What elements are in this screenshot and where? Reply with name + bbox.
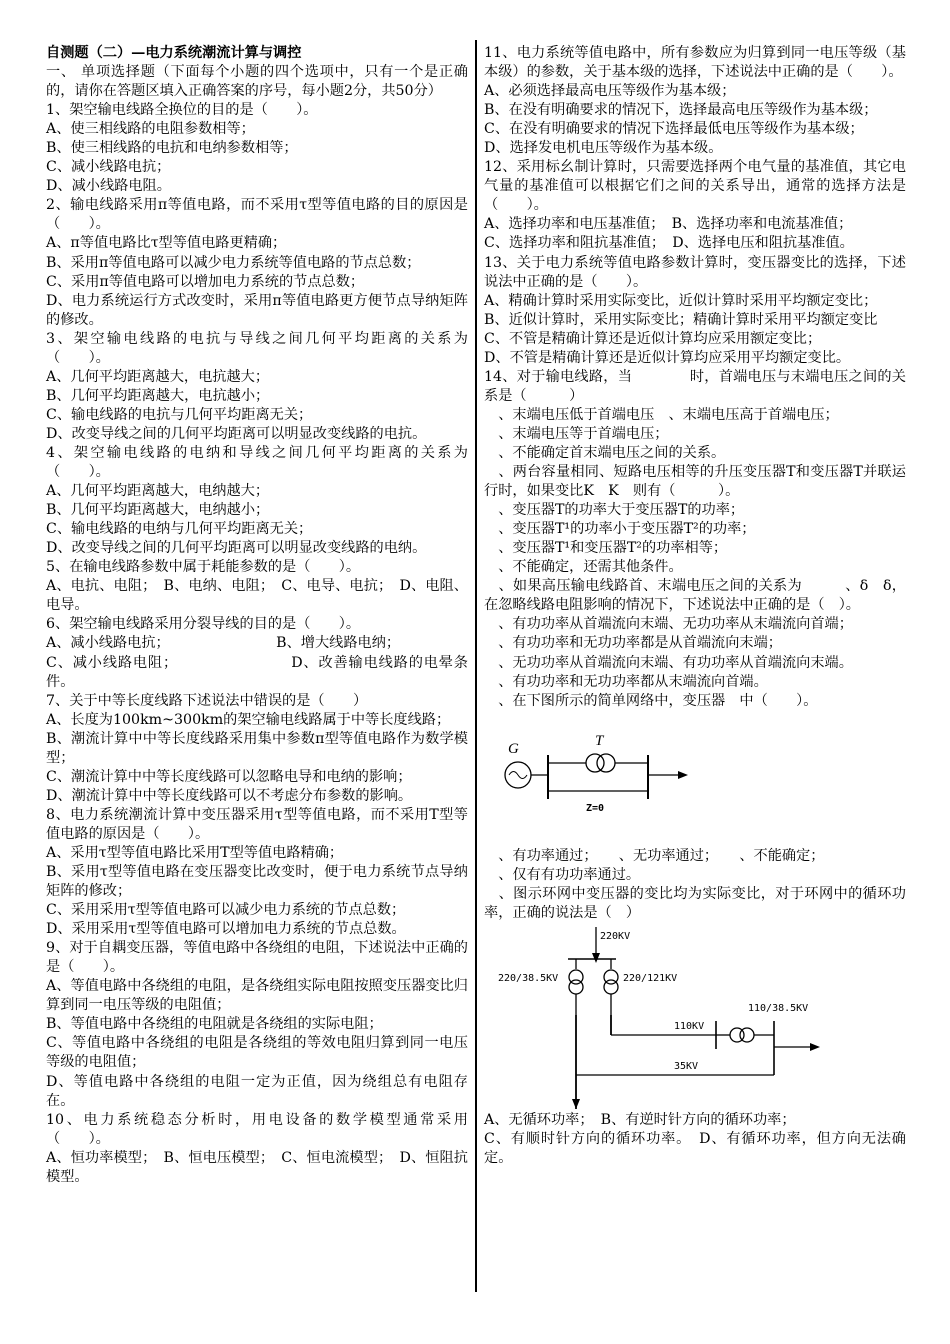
q15-option-a: 、变压器T的功率大于变压器T的功率； (484, 502, 745, 519)
q14-option-d: 、不能确定首末端电压之间的关系。 (484, 444, 726, 461)
q7-option-d: D、潮流计算中中等长度线路可以不考虑分布参数的影响。 (46, 787, 413, 804)
load-arrow-right (810, 1043, 820, 1051)
right-column (484, 44, 906, 1168)
load-arrow (678, 771, 688, 779)
column-divider (475, 40, 477, 1292)
q4-option-d: D、改变导线之间的几何平均距离可以明显改变线路的电纳。 (46, 540, 427, 557)
q13-option-a: A、精确计算时采用实际变比，近似计算时采用平均额定变比； (484, 292, 878, 309)
q18-options-ab: A、无循环功率； B、有逆时针方向的循环功率； (484, 1111, 796, 1128)
generator-label: G (508, 740, 519, 757)
transformer-t-symbol (586, 754, 604, 772)
question-4: 4、架空输电线路的电纳和导线之间几何平均距离的关系为（ ）。 (46, 444, 468, 481)
q1-option-a: A、使三相线路的电阻参数相等； (46, 121, 255, 138)
q7-option-a: A、长度为100km~300km的架空输电线路属于中等长度线路； (46, 711, 451, 728)
impedance-label: Z=0 (586, 802, 605, 814)
question-9: 9、对于自耦变压器，等值电路中各绕组的电阻，下述说法中正确的是（ ）。 (46, 940, 468, 976)
q15-option-b: 、变压器T¹的功率小于变压器T²的功率； (484, 521, 756, 538)
q12-options-cd: C、选择功率和阻抗基准值； D、选择电压和阻抗基准值。 (484, 235, 854, 252)
q16-option-a: 、有功功率从首端流向末端、无功功率从末端流向首端； (484, 616, 853, 633)
q8-option-a: A、采用τ型等值电路比采用T型等值电路精确； (46, 844, 344, 861)
q3-option-d: D、改变导线之间的几何平均距离可以明显改变线路的电抗。 (46, 425, 427, 442)
q17-option-d: 、仅有有功功率通过。 (484, 866, 641, 883)
q1-option-d: D、减小线路电阻。 (46, 178, 171, 195)
load-arrow-bottom (572, 1099, 580, 1109)
q4-option-b: B、几何平均距离越大，电纳越小； (46, 502, 270, 519)
question-3: 3、架空输电线路的电抗与导线之间几何平均距离的关系为（ ）。 (46, 330, 468, 366)
q9-option-b: B、等值电路中各绕组的电阻就是各绕组的实际电阻； (46, 1016, 383, 1033)
q7-option-c: C、潮流计算中中等长度线路可以忽略电导和电纳的影响； (46, 768, 412, 785)
question-11: 11、电力系统等值电路中，所有参数应为归算到同一电压等级（基本级）的参数，关于基本级的选择，下述说法中正确的是（ ）。 (484, 45, 906, 81)
q11-option-c: C、在没有明确要求的情况下选择最低电压等级作为基本级； (484, 121, 864, 138)
question-14: 14、对于输电线路，当 时，首端电压与末端电压之间的关系是（ ） (484, 368, 906, 404)
q3-option-b: B、几何平均距离越大，电抗越小； (46, 387, 270, 404)
q2-option-d: D、电力系统运行方式改变时，采用π等值电路更方便节点导纳矩阵的修改。 (46, 292, 468, 328)
q6-options-cd: C、减小线路电阻； D、改善输电线路的电晕条件。 (46, 654, 468, 690)
q18-options-cd: C、有顺时针方向的循环功率。 D、有循环功率，但方向无法确定。 (484, 1130, 906, 1166)
question-17: 、在下图所示的简单网络中，变压器 中（ ）。 (484, 692, 818, 709)
question-5: 5、在输电线路参数中属于耗能参数的是（ ）。 (46, 559, 361, 576)
q11-option-b: B、在没有明确要求的情况下，选择最高电压等级作为基本级； (484, 102, 878, 119)
question-10: 10、电力系统稳态分析时，用电设备的数学模型通常采用（ ）。 (46, 1111, 468, 1147)
q2-option-b: B、采用π等值电路可以减少电力系统等值电路的节点总数； (46, 254, 421, 271)
q12-options-ab: A、选择功率和电压基准值； B、选择功率和电流基准值； (484, 216, 853, 233)
q15-option-c: 、变压器T¹和变压器T²的功率相等； (484, 540, 728, 557)
question-12: 12、采用标幺制计算时，只需要选择两个电气量的基准值，其它电气量的基准值可以根据它们之间的关系导出，通常的选择方法是（ ）。 (484, 159, 906, 214)
q3-option-a: A、几何平均距离越大，电抗越大； (46, 368, 270, 385)
q8-option-b: B、采用τ型等值电路在变压器变比改变时，便于电力系统节点导纳矩阵的修改； (46, 864, 468, 900)
transformer-2-label: 220/121KV (623, 972, 678, 984)
q9-option-c: C、等值电路中各绕组的电阻是各绕组的等效电阻归算到同一电压等级的电阻值； (46, 1035, 468, 1071)
q4-option-a: A、几何平均距离越大，电纳越大； (46, 483, 270, 500)
feed-arrow (592, 953, 600, 963)
q1-option-c: C、减小线路电抗； (46, 159, 171, 176)
q14-option-c: 、末端电压等于首端电压； (484, 425, 669, 442)
q8-option-d: D、采用采用τ型等值电路可以增加电力系统的节点总数。 (46, 921, 406, 938)
q10-options: A、恒功率模型； B、恒电压模型； C、恒电流模型； D、恒阻抗模型。 (46, 1149, 468, 1185)
transformer-3-label: 110/38.5KV (748, 1002, 809, 1014)
q13-option-c: C、不管是精确计算还是近似计算均应采用额定变比； (484, 330, 822, 347)
q1-option-b: B、使三相线路的电抗和电纳参数相等； (46, 140, 298, 157)
q4-option-c: C、输电线路的电纳与几何平均距离无关； (46, 521, 313, 538)
q14-options-ab: 、末端电压低于首端电压 、末端电压高于首端电压； (484, 406, 839, 423)
ring-network-diagram (484, 923, 906, 1111)
q17-options-abc: 、有功率通过； 、无功率通过； 、不能确定； (484, 847, 825, 864)
question-1: 1、架空输电线路全换位的目的是（ ）。 (46, 102, 318, 119)
question-6: 6、架空输电线路采用分裂导线的目的是（ ）。 (46, 616, 361, 633)
bus-220kv-label: 220KV (600, 930, 631, 942)
q11-option-a: A、必须选择最高电压等级作为基本级； (484, 83, 736, 100)
q2-option-a: A、π等值电路比τ型等值电路更精确； (46, 235, 287, 252)
q5-options: A、电抗、电阻； B、电纳、电阻； C、电导、电抗； D、电阻、电导。 (46, 578, 468, 614)
document-title: 自测题（二）—电力系统潮流计算与调控 (46, 45, 302, 61)
question-16: 、如果高压输电线路首、末端电压之间的关系为 、δ δ，在忽略线路电阻影响的情况下，下述说法中正确的是（ ）。 (484, 578, 906, 614)
transformer-1-label: 220/38.5KV (498, 972, 559, 984)
question-7: 7、关于中等长度线路下述说法中错误的是（ ） (46, 692, 368, 709)
transformer-label: T (595, 732, 604, 749)
question-2: 2、输电线路采用π等值电路，而不采用τ型等值电路的目的原因是（ ）。 (46, 197, 468, 233)
q2-option-c: C、采用π等值电路可以增加电力系统的节点总数； (46, 273, 365, 290)
q16-option-c: 、无功功率从首端流向末端、有功功率从首端流向末端。 (484, 654, 853, 671)
line-110kv-label: 110KV (674, 1020, 705, 1032)
q15-option-d: 、不能确定，还需其他条件。 (484, 559, 683, 576)
question-15: 、两台容量相同、短路电压相等的升压变压器T和变压器T并联运行时，如果变比K K 则有（ ）。 (484, 464, 906, 500)
left-column (46, 44, 468, 1187)
line-35kv-label: 35KV (674, 1060, 699, 1072)
q3-option-c: C、输电线路的电抗与几何平均距离无关； (46, 406, 313, 423)
q11-option-d: D、选择发电机电压等级作为基本级。 (484, 140, 723, 157)
q16-option-d: 、有功功率和无功功率都从末端流向首端。 (484, 673, 768, 690)
q6-options-ab: A、减小线路电抗； B、增大线路电纳； (46, 635, 401, 652)
simple-network-diagram (484, 711, 906, 847)
q9-option-d: D、等值电路中各绕组的电阻一定为正值，因为绕组总有电阻存在。 (46, 1073, 468, 1109)
q8-option-c: C、采用采用τ型等值电路可以减少电力系统的节点总数； (46, 902, 406, 919)
question-13: 13、关于电力系统等值电路参数计算时，变压器变比的选择，下述说法中正确的是（ ）。 (484, 254, 906, 290)
q9-option-a: A、等值电路中各绕组的电阻，是各绕组实际电阻按照变压器变比归算到同一电压等级的电阻值； (46, 978, 468, 1014)
section-heading: 一、 单项选择题（下面每个小题的四个选项中，只有一个是正确的，请你在答题区填入正确答案的序号，每小题2分，共50分） (46, 64, 468, 100)
question-18: 、图示环网中变压器的变比均为实际变比，对于环网中的循环功率，正确的说法是（ ） (484, 885, 906, 921)
q13-option-b: B、近似计算时，采用实际变比；精确计算时采用平均额定变比 (484, 311, 878, 328)
q7-option-b: B、潮流计算中中等长度线路采用集中参数π型等值电路作为数学模型； (46, 730, 468, 766)
q16-option-b: 、有功功率和无功功率都是从首端流向末端； (484, 635, 782, 652)
q13-option-d: D、不管是精确计算还是近似计算均应采用平均额定变比。 (484, 349, 851, 366)
question-8: 8、电力系统潮流计算中变压器采用τ型等值电路，而不采用T型等值电路的原因是（ ）。 (46, 806, 468, 842)
